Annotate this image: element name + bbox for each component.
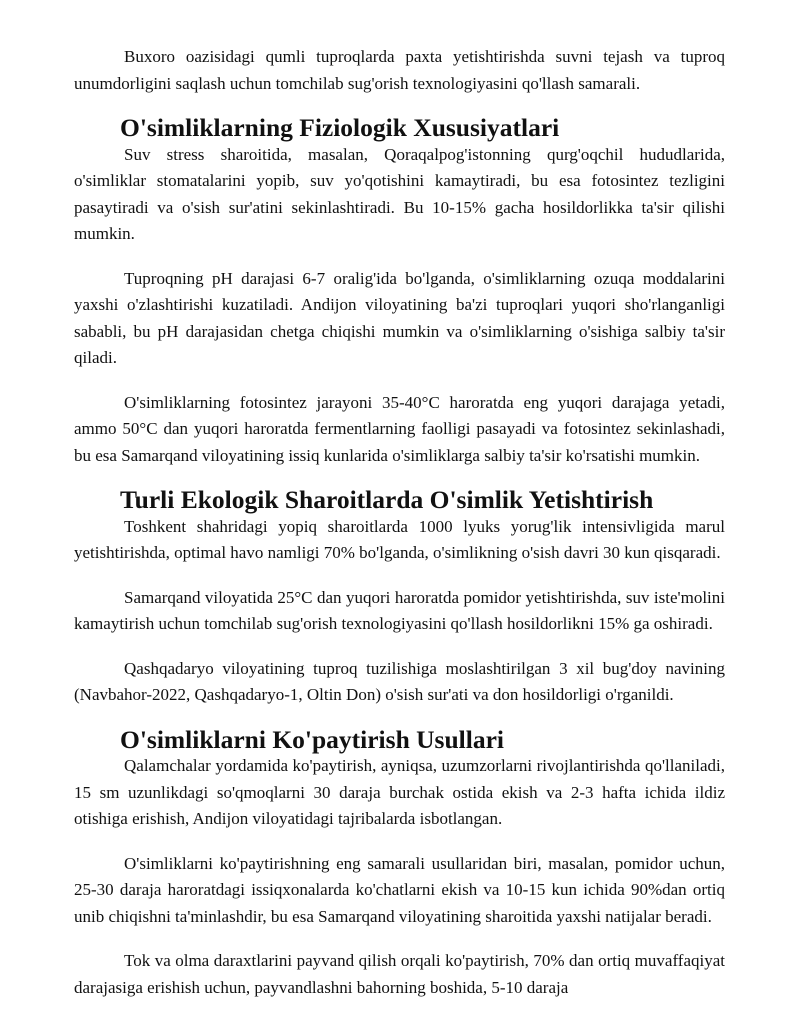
paragraph-tashkent-lettuce: Toshkent shahridagi yopiq sharoitlarda 1000 lyuks yorug'lik intensivligida marul yetishtirishda, optimal havo namligi 70% bo'lganda, o'simlikning o'sish davri 30 kun qisqaradi. (74, 516, 725, 562)
paragraph-soil-ph: Tuproqning pH darajasi 6-7 oralig'ida bo'lganda, o'simliklarning ozuqa moddalarini yaxshi o'zlashtirishi kuzatiladi. Andijon viloyatining ba'zi tuproqlari yuqori sho'rlanganligi sababli, bu pH darajasidan chetga chiqishi mumkin va o'simliklarning o'sishiga salbiy ta'sir qiladi. (74, 268, 725, 367)
document-page (74, 44, 725, 1001)
section-heading-ecology: Turli Ekologik Sharoitlarda O'simlik Yetishtirish (120, 485, 654, 514)
paragraph-greenhouse-seedlings: O'simliklarni ko'paytirishning eng samarali usullaridan biri, masalan, pomidor uchun, 25-30 daraja haroratdagi issiqxonalarda ko'chatlarni ekish va 10-15 kun ichida 90%dan ortiq unib chiqishni ta'minlashdir, bu esa Samarqand viloyatining sharoitida yaxshi natijalar beradi. (74, 853, 725, 926)
paragraph-spacer (74, 567, 725, 585)
paragraph-spacer (74, 638, 725, 656)
paragraph-spacer (74, 709, 725, 727)
paragraph-spacer (74, 833, 725, 851)
paragraph-samarkand-tomato: Samarqand viloyatida 25°C dan yuqori haroratda pomidor yetishtirishda, suv iste'molini kamaytirish uchun tomchilab sug'orish texnologiyasini qo'llash hosildorlikni 15% ga oshiradi. (74, 587, 725, 633)
paragraph-cuttings: Qalamchalar yordamida ko'paytirish, ayniqsa, uzumzorlarni rivojlantirishda qo'llaniladi, 15 sm uzunlikdagi so'qmoqlarni 30 daraja burchak ostida ekish va 2-3 hafta ichida ildiz otishiga erishish, Andijon viloyatidagi tajribalarda isbotlangan. (74, 756, 725, 828)
section-heading-propagation: O'simliklarni Ko'paytirish Usullari (120, 724, 504, 754)
paragraph-photosynthesis: O'simliklarning fotosintez jarayoni 35-40°C haroratda eng yuqori darajaga yetadi, ammo 50°C dan yuqori haroratda fermentlarning faolligi pasayadi va fotosintez sekinlashadi, bu esa Samarqand viloyatining issiq kunlarida o'simliklarga salbiy ta'sir ko'rsatishi mumkin. (74, 392, 725, 465)
paragraph-spacer (74, 248, 725, 266)
paragraph-spacer (74, 930, 725, 948)
paragraph-spacer (74, 372, 725, 390)
paragraph-intro: Buxoro oazisidagi qumli tuproqlarda paxta yetishtirishda suvni tejash va tuproq unumdorligini saqlash uchun tomchilab sug'orish texnologiyasini qo'llash samarali. (74, 47, 725, 93)
paragraph-grafting: Tok va olma daraxtlarini payvand qilish orqali ko'paytirish, 70% dan ortiq muvaffaqiyat darajasiga erishish uchun, payvandlashni bahorning boshida, 5-10 daraja (74, 951, 725, 997)
paragraph-kashkadarya-wheat: Qashqadaryo viloyatining tuproq tuzilishiga moslashtirilgan 3 xil bug'doy navining (Navbahor-2022, Qashqadaryo-1, Oltin Don) o'sish sur'ati va don hosildorligi o'rganildi. (74, 658, 725, 704)
paragraph-water-stress: Suv stress sharoitida, masalan, Qoraqalpog'istonning qurg'oqchil hududlarida, o'simliklar stomatalarini yopib, suv yo'qotishini kamaytiradi, bu esa fotosintez tezligini pasaytiradi va o'sish sur'atini sekinlashtiradi. Bu 10-15% gacha hosildorlikka ta'sir qilishi mumkin. (74, 144, 725, 243)
section-heading-physiology: O'simliklarning Fiziologik Xususiyatlari (120, 113, 560, 142)
